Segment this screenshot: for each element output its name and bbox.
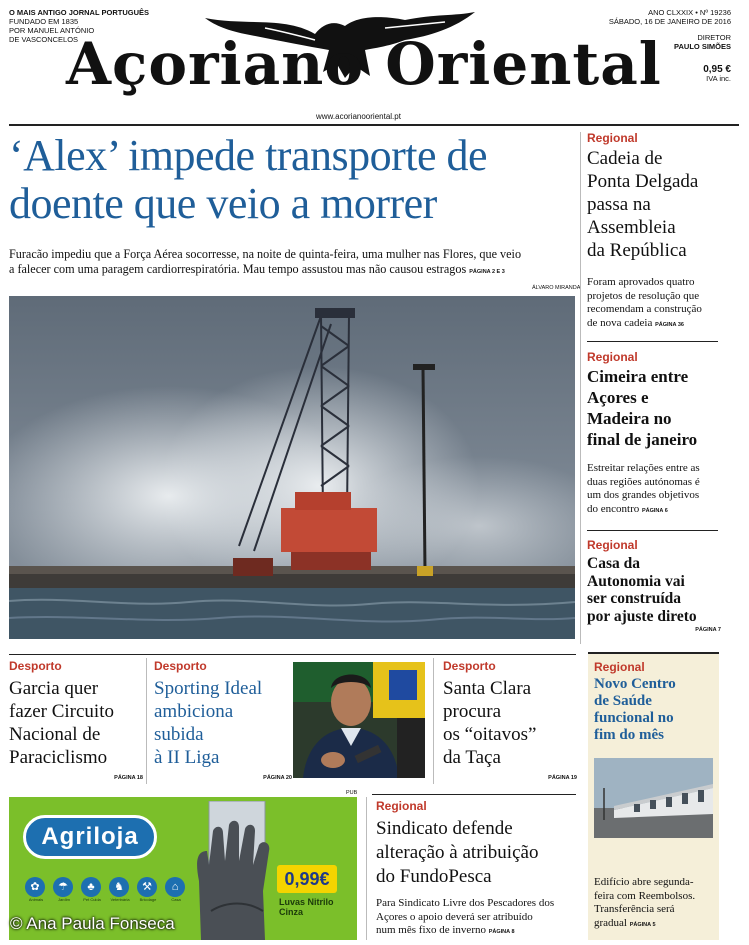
body-line: feira com Reembolsos. bbox=[594, 889, 696, 902]
sidebar-divider bbox=[580, 132, 581, 644]
section-label: Regional bbox=[594, 660, 645, 674]
headline-line: fazer Circuito bbox=[9, 701, 114, 722]
page-ref: PÁGINA 6 bbox=[641, 507, 668, 514]
body-line: recomendam a construção bbox=[587, 303, 702, 315]
section-label: Regional bbox=[587, 350, 638, 364]
headline-line: final de janeiro bbox=[587, 430, 698, 449]
tagline-line: POR MANUEL ANTÓNIO bbox=[9, 26, 95, 35]
chicken-icon: ♣ bbox=[81, 877, 101, 897]
website-link[interactable]: www.acorianooriental.pt bbox=[316, 112, 401, 121]
body-line: de nova cadeia bbox=[587, 316, 653, 329]
story-headline bbox=[587, 366, 721, 450]
body-line: Edifício abre segunda- bbox=[594, 876, 694, 888]
tagline-line: DE VASCONCELOS bbox=[9, 35, 79, 44]
issue-info bbox=[609, 8, 731, 83]
sidebar-rule bbox=[587, 530, 718, 531]
story-body bbox=[587, 462, 721, 518]
headline-line: ambiciona bbox=[154, 701, 234, 722]
lead-photo bbox=[9, 296, 575, 639]
lead-headline-line: doente que veio a morrer bbox=[9, 179, 437, 228]
page-ref: PÁGINA 36 bbox=[655, 321, 684, 328]
headline-line: Sindicato defende bbox=[376, 818, 513, 839]
ad-price-badge bbox=[277, 865, 337, 893]
body-line: do encontro bbox=[587, 502, 640, 515]
body-line: Açores o apoio deverá ser atribuído bbox=[376, 910, 533, 923]
story-body bbox=[594, 876, 716, 932]
headline-line: à II Liga bbox=[154, 747, 220, 768]
photo-credit: ÁLVARO MIRANDA bbox=[532, 285, 581, 291]
ad-category-icon bbox=[25, 877, 47, 902]
headline-line: Açores e bbox=[587, 388, 649, 407]
tagline-line: O MAIS ANTIGO JORNAL PORTUGUÊS bbox=[9, 8, 150, 17]
story-headline bbox=[587, 555, 721, 625]
body-line: Transferência será bbox=[594, 903, 675, 915]
headline-line: da República bbox=[587, 240, 687, 261]
sidebar-story-casa[interactable] bbox=[587, 538, 721, 633]
ad-brand: Agriloja bbox=[41, 823, 139, 850]
boxed-story-centro-saude[interactable] bbox=[588, 652, 719, 940]
ad-category-icon bbox=[137, 877, 159, 902]
director-label: DIRETOR bbox=[697, 33, 731, 42]
house-icon: ⌂ bbox=[165, 877, 185, 897]
ad-category-icon bbox=[109, 877, 131, 902]
headline-line: Cimeira entre bbox=[587, 367, 689, 386]
body-line: um dos grandes objetivos bbox=[587, 489, 700, 501]
headline-line: procura bbox=[443, 701, 502, 722]
section-label: Desporto bbox=[154, 659, 207, 673]
sports-story-sporting[interactable] bbox=[154, 659, 292, 781]
story-headline bbox=[9, 677, 143, 769]
headline-line: Autonomia vai bbox=[587, 572, 685, 590]
headline-line: Garcia quer bbox=[9, 678, 99, 699]
issue-date: SÁBADO, 16 DE JANEIRO DE 2016 bbox=[608, 17, 731, 26]
bottom-story-sindicato[interactable] bbox=[376, 799, 581, 940]
headline-line: fim do mês bbox=[594, 727, 664, 743]
ad-category-icon bbox=[81, 877, 103, 902]
headline-line: os “oitavos” bbox=[443, 724, 537, 745]
ad-product-line: Cinza bbox=[279, 907, 304, 917]
ad-category-icon bbox=[53, 877, 75, 902]
headline-line: subida bbox=[154, 724, 204, 745]
ad-category-icon bbox=[165, 877, 187, 902]
body-line: Para Sindicato Livre dos Pescadores dos bbox=[376, 897, 555, 909]
headline-line: ser construída bbox=[587, 590, 682, 607]
headline-line: da Taça bbox=[443, 747, 501, 768]
headline-line: Sporting Ideal bbox=[154, 678, 263, 699]
ad-category-label: Casa bbox=[171, 897, 181, 902]
lead-summary bbox=[9, 247, 575, 280]
section-label: Desporto bbox=[9, 659, 62, 673]
sidebar-story-cadeia[interactable] bbox=[587, 131, 721, 332]
ad-tag: PUB bbox=[346, 790, 358, 796]
headline-line: Cadeia de bbox=[587, 148, 663, 169]
headline-line: Madeira no bbox=[587, 409, 672, 428]
page-ref: PÁGINA 20 bbox=[263, 775, 292, 781]
headline-line: passa na bbox=[587, 194, 651, 215]
page-ref: PÁGINA 5 bbox=[629, 921, 656, 928]
body-line: Estreitar relações entre as bbox=[587, 462, 700, 474]
headline-line: Casa da bbox=[587, 555, 640, 572]
lead-summary-line: Furacão impediu que a Força Aérea socorresse, na noite de quinta-feira, uma mulher nas Flores, que veio bbox=[9, 247, 522, 261]
headline-line: alteração à atribuição bbox=[376, 842, 539, 863]
ad-icon-row bbox=[25, 877, 187, 902]
ad-category-label: Pet Cuida bbox=[83, 897, 101, 902]
page-ref: PÁGINA 18 bbox=[114, 775, 143, 781]
bottom-rule bbox=[372, 794, 576, 795]
hammer-icon: ⚒ bbox=[137, 877, 157, 897]
body-line: projetos de resolução que bbox=[587, 289, 700, 302]
ad-category-label: Jardim bbox=[57, 897, 70, 902]
headline-line: funcional no bbox=[594, 710, 674, 726]
sidebar-rule bbox=[587, 341, 718, 342]
ad-product-line: Luvas Nitrilo bbox=[279, 897, 334, 907]
lead-summary-line: a falecer com uma paragem cardiorrespiratória. Mau tempo assustou mas não causou estragos bbox=[9, 262, 467, 276]
ad-brand-badge bbox=[23, 815, 157, 859]
masthead-title: Açoriano Oriental bbox=[66, 30, 662, 98]
sports-divider bbox=[433, 658, 434, 784]
page-ref: PÁGINA 19 bbox=[548, 775, 577, 781]
body-line: gradual bbox=[594, 916, 627, 929]
page-ref: PÁGINA 7 bbox=[695, 627, 721, 633]
price: 0,95 € bbox=[703, 64, 731, 75]
masthead-divider bbox=[9, 124, 739, 126]
issue-number: ANO CLXXIX • Nº 19236 bbox=[648, 8, 731, 17]
paw-icon: ✿ bbox=[25, 877, 45, 897]
ad-price: 0,99€ bbox=[284, 869, 330, 889]
headline-line: Novo Centro bbox=[594, 676, 676, 692]
dog-icon: ♞ bbox=[109, 877, 129, 897]
story-headline bbox=[154, 677, 292, 769]
headline-line: Santa Clara bbox=[443, 678, 532, 699]
bottom-divider bbox=[366, 797, 367, 940]
headline-line: Paraciclismo bbox=[9, 747, 108, 768]
body-line: num mês fixo de inverno bbox=[376, 924, 486, 936]
section-label: Regional bbox=[376, 799, 427, 813]
sports-story-garcia[interactable] bbox=[9, 659, 143, 781]
boxed-photo bbox=[594, 758, 713, 838]
headline-line: Nacional de bbox=[9, 724, 101, 745]
headline-line: Ponta Delgada bbox=[587, 171, 699, 192]
story-headline bbox=[587, 147, 721, 262]
headline-line: Assembleia bbox=[587, 217, 676, 238]
lead-headline[interactable] bbox=[9, 132, 487, 228]
sports-photo bbox=[293, 662, 425, 778]
ad-product bbox=[279, 897, 334, 917]
sidebar-story-cimeira[interactable] bbox=[587, 350, 721, 518]
section-label: Desporto bbox=[443, 659, 496, 673]
director-name: PAULO SIMÕES bbox=[674, 42, 731, 51]
glove-icon bbox=[187, 801, 287, 940]
headline-line: de Saúde bbox=[594, 693, 652, 709]
story-headline bbox=[376, 817, 581, 889]
sports-top-rule bbox=[9, 654, 576, 655]
story-headline bbox=[594, 676, 713, 744]
sports-story-santa-clara[interactable] bbox=[443, 659, 577, 781]
headline-line: do FundoPesca bbox=[376, 866, 492, 887]
watering-can-icon: ☂ bbox=[53, 877, 73, 897]
story-headline bbox=[443, 677, 577, 769]
copyright-watermark: © Ana Paula Fonseca bbox=[10, 914, 175, 933]
lead-headline-line: ‘Alex’ impede transporte de bbox=[9, 131, 488, 180]
section-label: Regional bbox=[587, 131, 638, 145]
page-ref: PÁGINA 8 bbox=[488, 929, 515, 935]
body-line: duas regiões autónomas é bbox=[587, 475, 700, 488]
price-note: IVA inc. bbox=[706, 74, 731, 83]
lead-page-ref: PÁGINA 2 E 3 bbox=[469, 269, 505, 275]
story-body bbox=[376, 897, 581, 940]
story-body bbox=[587, 276, 721, 332]
body-line: Foram aprovados quatro bbox=[587, 276, 695, 288]
ad-category-label: Veterinária bbox=[110, 897, 130, 902]
ad-category-label: Bricolage bbox=[139, 897, 157, 902]
tagline-line: FUNDADO EM 1835 bbox=[9, 17, 79, 26]
headline-line: por ajuste direto bbox=[587, 607, 697, 625]
ad-category-label: Animais bbox=[28, 897, 44, 902]
sports-divider bbox=[146, 658, 147, 784]
section-label: Regional bbox=[587, 538, 638, 552]
